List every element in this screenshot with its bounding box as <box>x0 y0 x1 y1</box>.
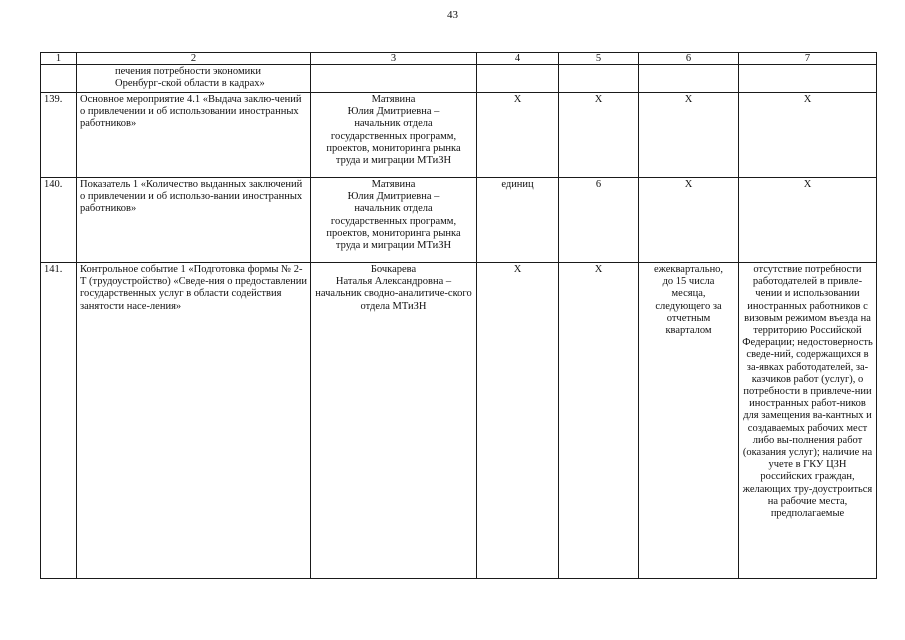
column-header: 1 <box>41 53 77 65</box>
page-number: 43 <box>447 9 458 21</box>
column-number-row <box>41 53 877 65</box>
row-responsible: Матявина Юлия Дмитриевна – начальник отдела государственных программ, проектов, мониторинга рынка труда и миграции МТиЗН <box>311 178 477 263</box>
row-name: печения потребности экономики Оренбург-ской области в кадрах» <box>77 65 311 93</box>
row-note: Х <box>739 93 877 178</box>
row-unit: единиц <box>477 178 559 263</box>
column-header: 2 <box>77 53 311 65</box>
row-value: Х <box>559 93 639 178</box>
row-name: Контрольное событие 1 «Подготовка формы № 2-Т (трудоустройство) «Сведе-ния о предоставлении государственных услуг в области содействия занятости насе-ления» <box>77 263 311 579</box>
row-unit: Х <box>477 93 559 178</box>
row-number: 139. <box>41 93 77 178</box>
row-value <box>559 65 639 93</box>
row-period <box>639 65 739 93</box>
row-unit <box>477 65 559 93</box>
column-header: 3 <box>311 53 477 65</box>
row-note: отсутствие потребности работодателей в привле-чении и использовании иностранных работников с визовым режимом въезда на территорию Российской Федерации; недостоверность сведе-ний, содержащихся в за-явках работодателей, за-казчиков работ (услуг), о потребности в привлече-нии иностранных работ-ников для замещения ва-кантных и создаваемых рабочих мест либо вы-полнения работ (оказания услуг); наличие на учете в ГКУ ЦЗН российских граждан, желающих тру-доустроиться на рабочие места, предполагаемые <box>739 263 877 579</box>
row-name: Показатель 1 «Количество выданных заключений о привлечении и об использо-вании иностранных работников» <box>77 178 311 263</box>
column-header: 7 <box>739 53 877 65</box>
table-row <box>41 65 877 93</box>
row-note <box>739 65 877 93</box>
table-row <box>41 178 877 263</box>
column-header: 4 <box>477 53 559 65</box>
row-unit: Х <box>477 263 559 579</box>
row-note: Х <box>739 178 877 263</box>
column-header: 5 <box>559 53 639 65</box>
row-period: ежеквартально, до 15 числа месяца, следующего за отчетным кварталом <box>639 263 739 579</box>
row-number: 141. <box>41 263 77 579</box>
plan-table <box>40 52 877 579</box>
row-number <box>41 65 77 93</box>
row-responsible <box>311 65 477 93</box>
row-period: Х <box>639 178 739 263</box>
table-row <box>41 93 877 178</box>
table-row <box>41 263 877 579</box>
column-header: 6 <box>639 53 739 65</box>
row-period: Х <box>639 93 739 178</box>
row-responsible: Бочкарева Наталья Александровна – начальник сводно-аналитиче-ского отдела МТиЗН <box>311 263 477 579</box>
row-responsible: Матявина Юлия Дмитриевна – начальник отдела государственных программ, проектов, мониторинга рынка труда и миграции МТиЗН <box>311 93 477 178</box>
row-name: Основное мероприятие 4.1 «Выдача заклю-чений о привлечении и об использовании иностранных работников» <box>77 93 311 178</box>
row-value: 6 <box>559 178 639 263</box>
row-value: Х <box>559 263 639 579</box>
row-number: 140. <box>41 178 77 263</box>
